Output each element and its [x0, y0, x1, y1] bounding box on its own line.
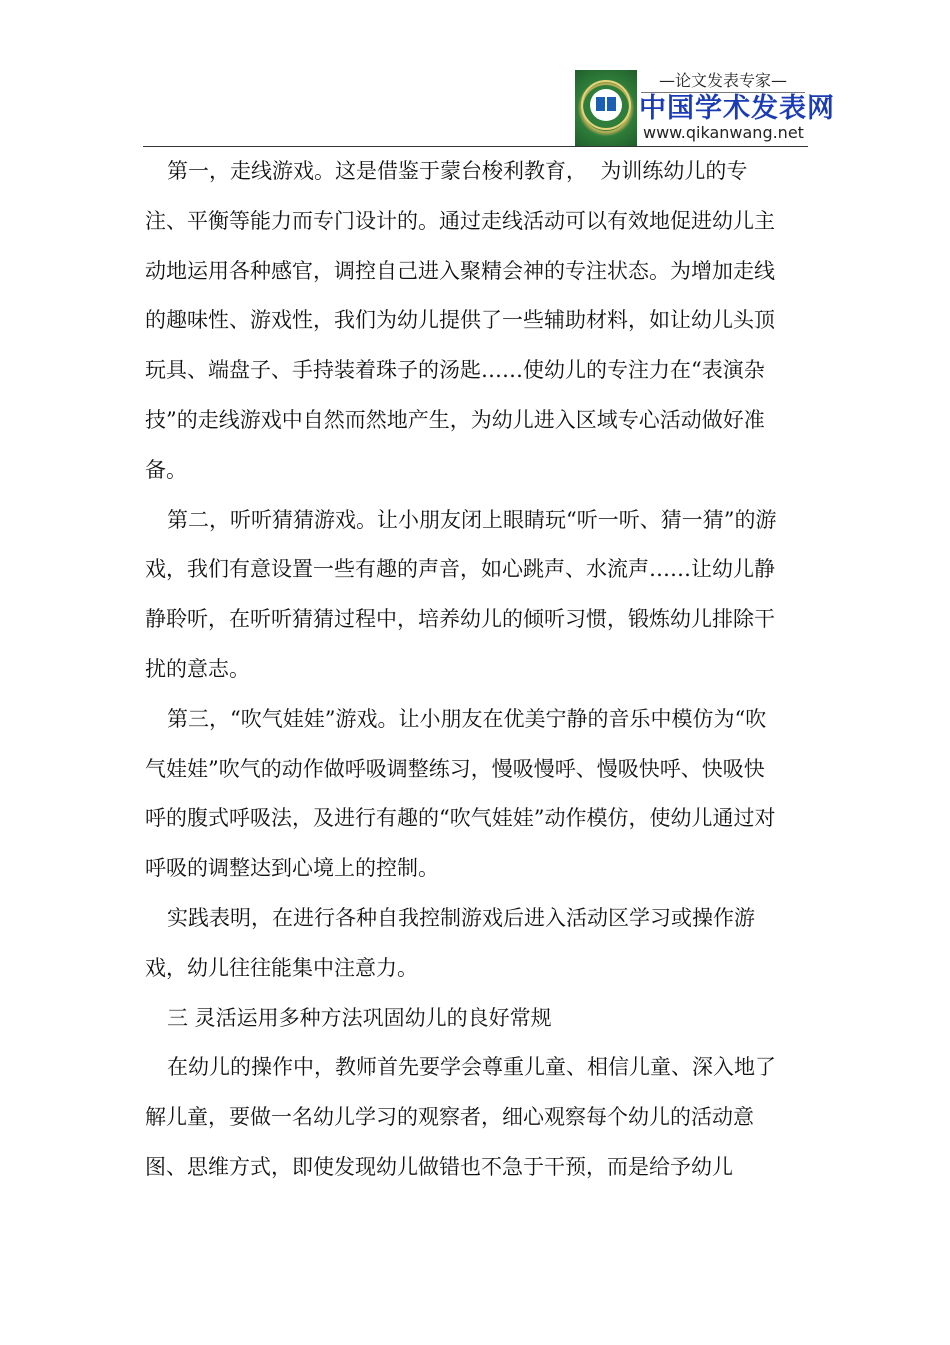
logo-tagline: —论文发表专家— [641, 70, 805, 93]
paragraph-listening-game: 第二，听听猜猜游戏。让小朋友闭上眼睛玩“听一听、猜一猜”的游戏，我们有意设置一些有趣的声音，如心跳声、水流声……让幼儿静静聆听，在听听猜猜过程中，培养幼儿的倾听习惯，锻炼幼儿排除干扰的意志。 [145, 507, 777, 681]
seal-emblem-icon [575, 70, 637, 146]
publisher-logo [575, 70, 835, 146]
document-body [145, 147, 785, 1193]
paragraph-breathing-game: 第三，“吹气娃娃”游戏。让小朋友在优美宁静的音乐中模仿为“吹气娃娃”吹气的动作做呼吸调整练习，慢吸慢呼、慢吸快呼、快吸快呼的腹式呼吸法，及进行有趣的“吹气娃娃”动作模仿，使幼儿通过对呼吸的调整达到心境上的控制。 [145, 706, 776, 881]
section-heading: 三 灵活运用多种方法巩固幼儿的良好常规 [167, 1005, 552, 1030]
paragraph-teacher-observation: 在幼儿的操作中，教师首先要学会尊重儿童、相信儿童、深入地了解儿童，要做一名幼儿学习的观察者，细心观察每个幼儿的活动意图、思维方式，即使发现幼儿做错也不急于干预，而是给予幼儿 [145, 1055, 776, 1179]
logo-name: 中国学术发表网 [639, 93, 835, 124]
paragraph-practice-result: 实践表明，在进行各种自我控制游戏后进入活动区学习或操作游戏，幼儿往往能集中注意力。 [145, 905, 755, 980]
logo-url: www.qikanwang.net [643, 123, 804, 142]
paragraph-walking-line-game: 第一，走线游戏。这是借鉴于蒙台梭利教育， 为训练幼儿的专注、平衡等能力而专门设计的。通过走线活动可以有效地促进幼儿主动地运用各种感官，调控自己进入聚精会神的专注状态。为增加走线的趣味性、游戏性，我们为幼儿提供了一些辅助材料，如让幼儿头顶玩具、端盘子、手持装着珠子的汤匙……使幼儿的专注力在“表演杂技”的走线游戏中自然而然地产生，为幼儿进入区域专心活动做好准备。 [145, 159, 775, 482]
book-icon [596, 97, 616, 111]
